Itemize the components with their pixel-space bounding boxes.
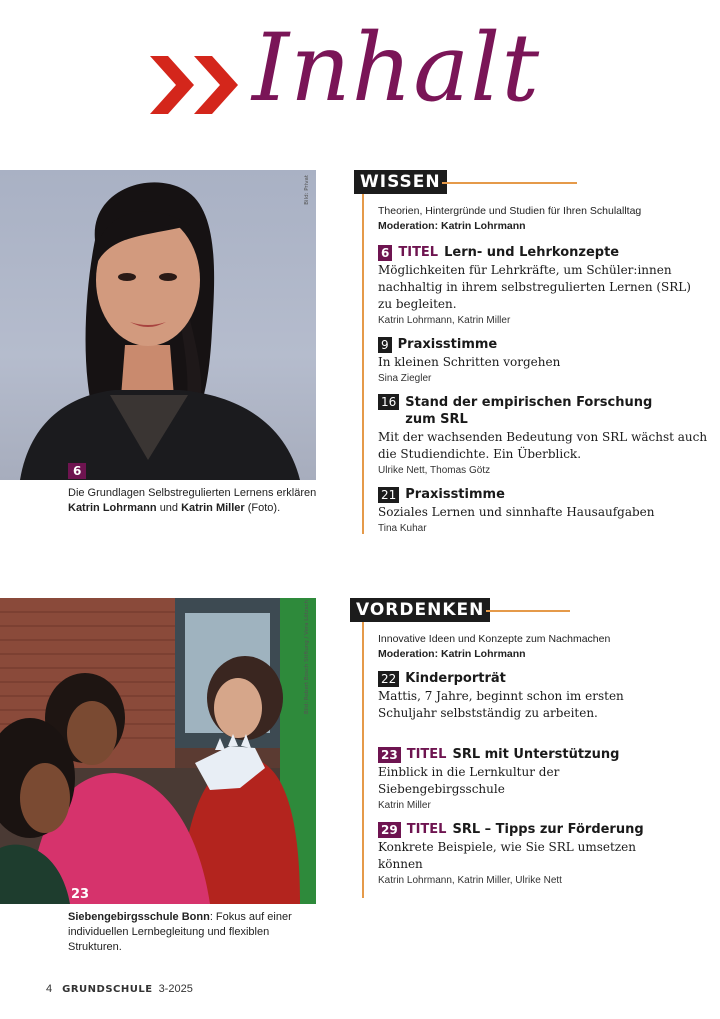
section-intro	[378, 632, 708, 662]
page-footer	[46, 983, 193, 995]
photo-credit: Bild: Robert Bosch Stiftung / Vera Lötzsch	[304, 600, 310, 714]
entry-description: Möglichkeiten für Lehrkräfte, um Schüler:innen nachhaltig in ihrem selbstregulierten Lernen (SRL) zu begleiten.	[378, 263, 691, 311]
classroom-photo	[0, 598, 316, 904]
photo-caption	[68, 486, 328, 516]
page-number: 16	[378, 394, 399, 410]
toc-entry[interactable]	[378, 336, 708, 386]
section-intro-text: Theorien, Hintergründe und Studien für Ihren Schulalltag	[378, 205, 642, 217]
caption-name: Siebengebirgsschule Bonn	[68, 911, 210, 923]
toc-entry[interactable]	[378, 746, 708, 813]
titel-label: TITEL	[406, 822, 447, 837]
section-intro-text: Innovative Ideen und Konzepte zum Nachmachen	[378, 633, 611, 645]
entry-authors: Tina Kuhar	[378, 523, 427, 534]
page-title: Inhalt	[252, 14, 541, 123]
entry-authors: Sina Ziegler	[378, 373, 432, 384]
page-number: 6	[378, 245, 392, 261]
page-reference-badge: 23	[71, 887, 90, 902]
footer-issue: 3-2025	[158, 983, 193, 995]
entry-authors: Katrin Lohrmann, Katrin Miller	[378, 315, 511, 326]
photo-caption	[68, 910, 318, 955]
caption-name: Katrin Lohrmann	[68, 502, 157, 514]
entry-title: SRL mit Unterstützung	[452, 747, 620, 762]
entry-title: Stand der empirischen Forschung zum SRL	[405, 395, 653, 427]
entry-authors: Katrin Lohrmann, Katrin Miller, Ulrike Nett	[378, 875, 562, 886]
caption-text: (Foto).	[247, 502, 281, 514]
portrait-photo	[0, 170, 316, 480]
toc-entry[interactable]	[378, 486, 708, 536]
caption-text: : Fokus auf einer individuellen Lernbegleitung und flexiblen Strukturen.	[68, 911, 292, 953]
double-chevron-icon	[150, 50, 245, 120]
footer-brand: GRUNDSCHULE	[62, 984, 153, 995]
entry-description: Soziales Lernen und sinnhafte Hausaufgaben	[378, 505, 655, 519]
moderation-line: Moderation: Katrin Lohrmann	[378, 648, 526, 660]
footer-page-number: 4	[46, 983, 53, 995]
photo-credit: Bild: Privat	[304, 175, 310, 205]
caption-name: Katrin Miller	[181, 502, 245, 514]
titel-label: TITEL	[406, 747, 447, 762]
entry-authors: Ulrike Nett, Thomas Götz	[378, 465, 491, 476]
page-number: 22	[378, 671, 399, 687]
toc-entry[interactable]	[378, 394, 708, 478]
section-tag-wissen: WISSEN	[354, 170, 447, 194]
entry-description: Konkrete Beispiele, wie Sie SRL umsetzen können	[378, 840, 636, 871]
toc-entry[interactable]	[378, 244, 708, 328]
page-number: 21	[378, 487, 399, 503]
section-divider	[486, 610, 570, 612]
page-header	[0, 0, 720, 150]
entry-title: Praxisstimme	[397, 337, 498, 352]
section-vertical-line	[362, 622, 364, 898]
caption-text: und	[159, 502, 179, 514]
entry-description: Einblick in die Lernkultur der Siebengebirgsschule	[378, 765, 560, 796]
section-intro	[378, 204, 708, 234]
entry-title: Kinderporträt	[405, 671, 506, 686]
entry-description: In kleinen Schritten vorgehen	[378, 355, 561, 369]
entry-title: Praxisstimme	[405, 487, 505, 502]
page-reference-badge: 6	[68, 463, 86, 479]
moderation-line: Moderation: Katrin Lohrmann	[378, 220, 526, 232]
section-tag-vordenken: VORDENKEN	[350, 598, 490, 622]
entry-authors: Katrin Miller	[378, 800, 431, 811]
caption-text: Die Grundlagen Selbstregulierten Lernens erklären	[68, 487, 317, 499]
titel-label: TITEL	[398, 245, 439, 260]
entry-title: SRL – Tipps zur Förderung	[452, 822, 644, 837]
section-divider	[442, 182, 577, 184]
toc-entry[interactable]	[378, 670, 708, 722]
entry-title: Lern- und Lehrkonzepte	[444, 245, 620, 260]
entry-description: Mit der wachsenden Bedeutung von SRL wächst auch die Studiendichte. Ein Überblick.	[378, 430, 708, 461]
entry-description: Mattis, 7 Jahre, beginnt schon im ersten Schuljahr selbstständig zu arbeiten.	[378, 689, 624, 720]
page-number: 9	[378, 337, 392, 353]
toc-entry[interactable]	[378, 821, 708, 888]
page-number: 29	[378, 822, 401, 838]
section-vertical-line	[362, 194, 364, 534]
page-number: 23	[378, 747, 401, 763]
